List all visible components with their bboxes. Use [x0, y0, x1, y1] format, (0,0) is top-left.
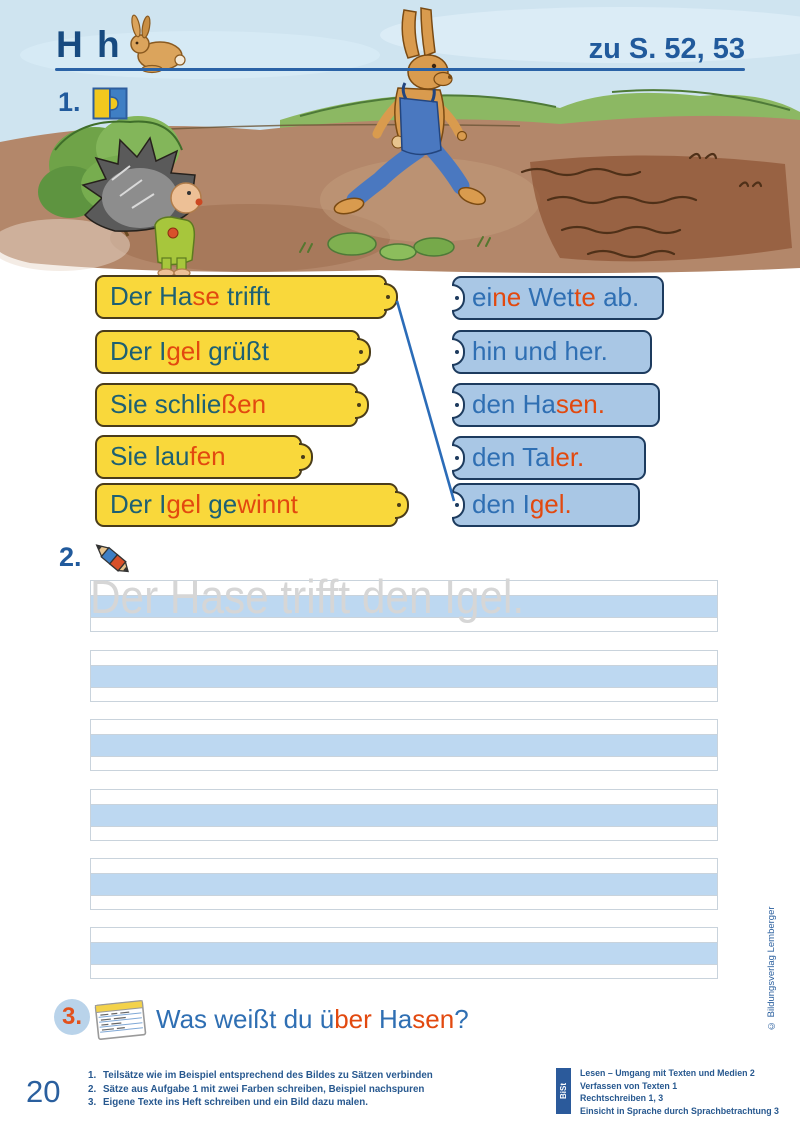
footnotes: [88, 1069, 433, 1110]
footnote-number: 1.: [88, 1070, 97, 1081]
task-2-number: 2.: [59, 542, 82, 572]
text-part: Wet: [521, 282, 575, 312]
text-part: ge: [201, 489, 238, 519]
text-part: den Ta: [472, 442, 550, 472]
writing-line-group-2[interactable]: [90, 650, 718, 702]
footnote: [88, 1096, 433, 1110]
bist-label: BiSt: [559, 1083, 568, 1099]
standards-line: Einsicht in Sprache durch Sprachbetrachtung 3: [580, 1105, 779, 1116]
text-part: den I: [472, 489, 530, 519]
knob-dot: [357, 403, 361, 407]
text-part: sen.: [555, 389, 605, 419]
task-1-number: 1.: [58, 87, 81, 117]
notch-dot: [455, 403, 459, 407]
task-3-question: [156, 1002, 469, 1036]
text-part: Sie lau: [110, 441, 190, 471]
text-part: Der I: [110, 336, 167, 366]
match-tag-right-5[interactable]: [452, 483, 640, 527]
text-part: Ha: [371, 1004, 413, 1034]
text-part: gel: [166, 489, 202, 519]
writing-line-group-6[interactable]: [90, 927, 718, 979]
page-number: 20: [26, 1074, 61, 1109]
footnote-text: Teilsätze wie im Beispiel entsprechend des Bildes zu Sätzen verbinden: [103, 1070, 433, 1081]
text-part: ßen: [221, 389, 267, 419]
knob-dot: [386, 295, 390, 299]
header-rule: [55, 68, 745, 71]
writing-line-band: [91, 804, 717, 827]
footnote-text: Eigene Texte ins Heft schreiben und ein Bild dazu malen.: [103, 1097, 368, 1109]
text-part: Sie schlie: [110, 389, 222, 419]
text-part: ne: [492, 282, 522, 312]
notch-dot: [455, 456, 459, 460]
standards-list: [580, 1067, 779, 1117]
knob-dot: [301, 455, 305, 459]
standards-line: Lesen – Umgang mit Texten und Medien 2: [580, 1068, 755, 1078]
text-part: ?: [454, 1004, 469, 1034]
text-part: ler.: [549, 442, 585, 472]
hare-icon: [122, 12, 190, 74]
match-tag-right-1[interactable]: [452, 276, 664, 320]
writing-line-group-3[interactable]: [90, 719, 718, 771]
footnote: [88, 1083, 433, 1097]
traced-example-sentence: Der Hase trifft den Igel.: [90, 570, 525, 623]
text-part: fen: [189, 441, 226, 471]
page-title-letters: H h: [56, 24, 122, 65]
writing-line-band: [91, 942, 717, 965]
footnote-text: Sätze aus Aufgabe 1 mit zwei Farben schreiben, Beispiel nachspuren: [103, 1083, 425, 1095]
match-tag-left-4[interactable]: [95, 435, 302, 479]
match-tag-right-2[interactable]: [452, 330, 652, 374]
writing-line-band: [91, 734, 717, 757]
writing-line-band: [91, 873, 717, 896]
writing-line-group-4[interactable]: [90, 789, 718, 841]
text-part: trifft: [219, 281, 270, 311]
text-part: Der I: [110, 489, 167, 519]
match-tag-right-3[interactable]: [452, 383, 660, 427]
puzzle-piece-icon: [92, 87, 128, 120]
notebook-icon: [94, 997, 148, 1043]
footnote-number: 2.: [88, 1083, 97, 1095]
text-part: se: [192, 281, 220, 311]
page-reference: zu S. 52, 53: [588, 33, 745, 65]
standards-line: Verfassen von Texten 1: [580, 1080, 678, 1091]
match-tag-left-3[interactable]: [95, 383, 358, 427]
text-part: Was weißt du ü: [156, 1004, 335, 1034]
text-part: hin und her.: [472, 336, 608, 366]
knob-dot: [359, 350, 363, 354]
text-part: sen: [412, 1004, 455, 1034]
text-part: Der Ha: [110, 281, 193, 311]
text-part: ber: [334, 1004, 372, 1034]
standards-line: Rechtschreiben 1, 3: [580, 1093, 664, 1104]
text-part: te: [574, 282, 596, 312]
text-part: ei: [472, 282, 493, 312]
footnote: [88, 1069, 433, 1083]
text-part: winnt: [237, 489, 298, 519]
match-tag-left-2[interactable]: [95, 330, 360, 374]
notch-dot: [455, 503, 459, 507]
footnote-number: 3.: [88, 1097, 97, 1109]
writing-line-band: [91, 665, 717, 688]
match-tag-left-5[interactable]: [95, 483, 398, 527]
text-part: den Ha: [472, 389, 556, 419]
match-tag-left-1[interactable]: [95, 275, 387, 319]
text-part: ab.: [595, 282, 640, 312]
copyright-notice: © Bildungsverlag Lemberger: [766, 906, 777, 1031]
text-part: gel: [166, 336, 202, 366]
task-3-number-badge: 3.: [54, 999, 90, 1035]
notch-dot: [455, 296, 459, 300]
text-part: grüßt: [201, 336, 269, 366]
writing-line-group-5[interactable]: [90, 858, 718, 910]
knob-dot: [397, 503, 401, 507]
match-tag-right-4[interactable]: [452, 436, 646, 480]
notch-dot: [455, 350, 459, 354]
bist-standards-tag: [556, 1068, 571, 1114]
text-part: gel.: [529, 489, 572, 519]
